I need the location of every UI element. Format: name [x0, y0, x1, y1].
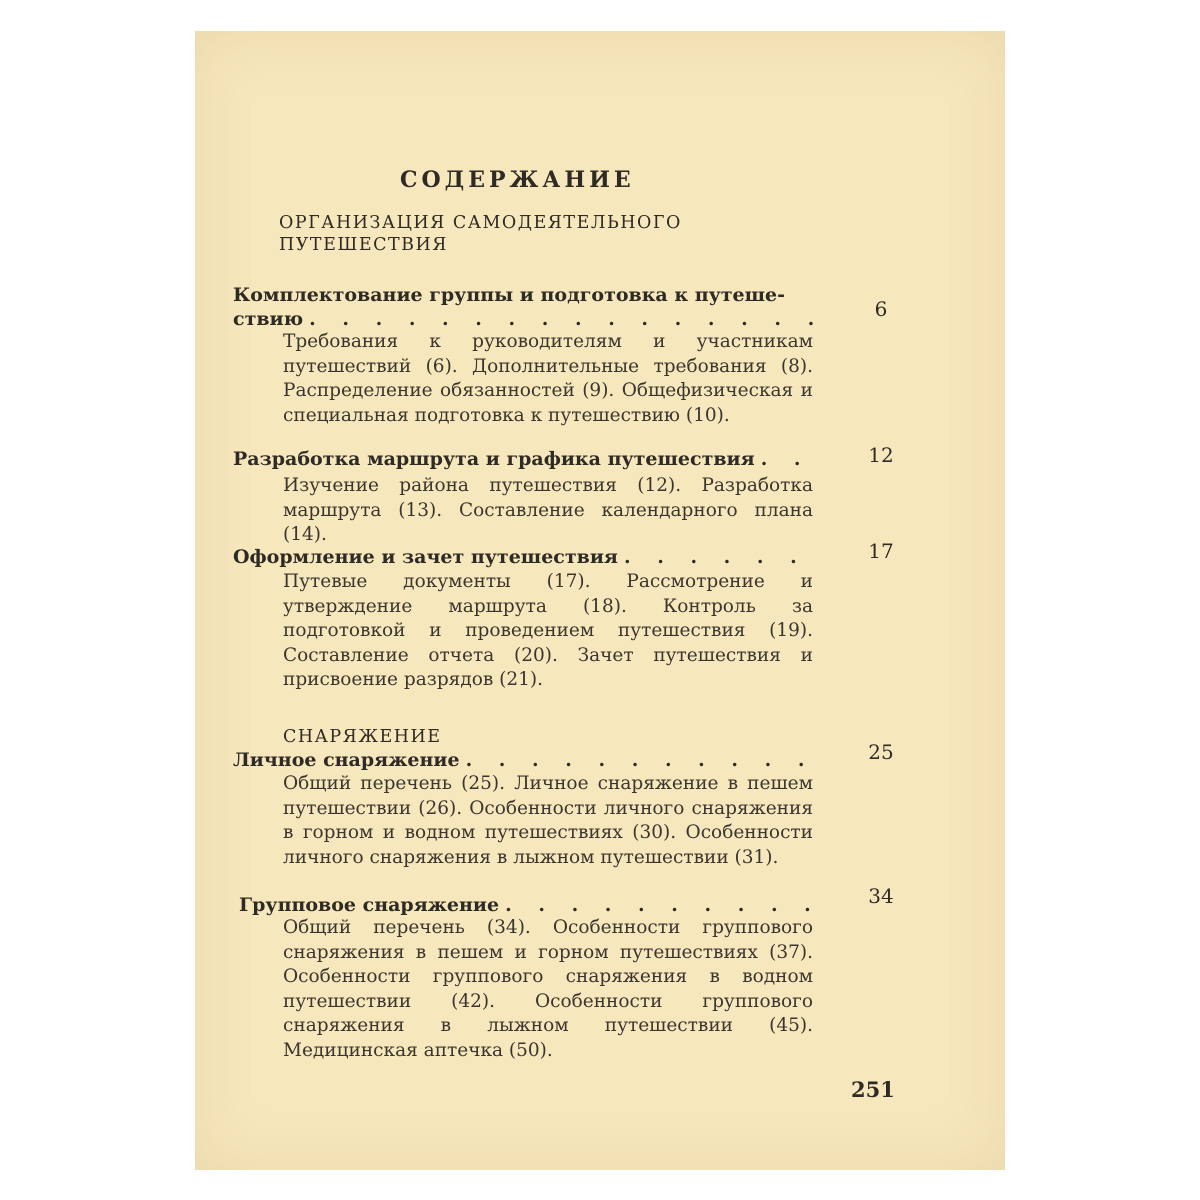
chapter-description: Путевые документы (17). Рассмотрение и утверждение маршрута (18). Контроль за подготовкой и проведением путешествия (19). Составление отчета (20). Зачет путешествия и присвоение разрядов (21).: [283, 571, 813, 690]
chapter-description: Изучение района путешествия (12). Разработка маршрута (13). Составление календарного плана (14).: [283, 475, 813, 545]
book-page: [195, 31, 1005, 1170]
chapter-description: Общий перечень (34). Особенности группового снаряжения в пешем и горном путешествиях (37). Особенности группового снаряжения в водном путешествии (42). Особенности группового снаряжения в лыжном путешествии (45). Медицинская аптечка (50).: [283, 917, 813, 1061]
contents-title: СОДЕРЖАНИЕ: [400, 167, 635, 193]
toc-chapter-group-formation[interactable]: [233, 283, 813, 331]
part-heading-equipment: [283, 726, 442, 748]
chapter-description: Общий перечень (25). Личное снаряжение в пешем путешествии (26). Особенности личного снаряжения в горном и водном путешествиях (30). Особенности личного снаряжения в лыжном путешествии (31).: [283, 773, 813, 868]
folio-page-number: 251: [851, 1077, 895, 1102]
chapter-title-line: Разработка маршрута и графика путешествия: [233, 448, 755, 470]
chapter-title-line: ствию: [233, 308, 304, 330]
dot-leader: [499, 893, 813, 917]
dot-leader: [618, 545, 813, 569]
part-heading-line: ОРГАНИЗАЦИЯ САМОДЕЯТЕЛЬНОГО: [279, 213, 682, 233]
toc-page-number: 25: [868, 740, 894, 764]
toc-page-number: 6: [874, 297, 888, 321]
part-heading-line: СНАРЯЖЕНИЕ: [283, 727, 442, 747]
part-heading-line: ПУТЕШЕСТВИЯ: [279, 235, 448, 255]
chapter-title-line: Личное снаряжение: [233, 749, 460, 771]
toc-page-number: 34: [868, 884, 894, 908]
chapter-title-line: Групповое снаряжение: [239, 894, 500, 916]
chapter-description: Требования к руководителям и участникам путешествий (6). Дополнительные требования (8). Распределение обязанностей (9). Общефизическая и специальная подготовка к путешествию (10).: [283, 331, 813, 426]
chapter-title-line: Комплектование группы и подготовка к путеше-: [233, 284, 786, 306]
toc-chapter-documentation[interactable]: [233, 545, 813, 569]
dot-leader: [460, 748, 813, 772]
dot-leader: [755, 447, 813, 471]
part-heading-organization: [279, 212, 682, 256]
dot-leader: [303, 307, 813, 331]
toc-page-number: 17: [868, 539, 894, 563]
toc-chapter-route-planning[interactable]: [233, 447, 813, 471]
chapter-title-line: Оформление и зачет путешествия: [233, 546, 618, 568]
toc-page-number: 12: [868, 443, 894, 467]
toc-chapter-personal-equipment[interactable]: [233, 748, 813, 772]
toc-chapter-group-equipment[interactable]: [239, 893, 813, 917]
